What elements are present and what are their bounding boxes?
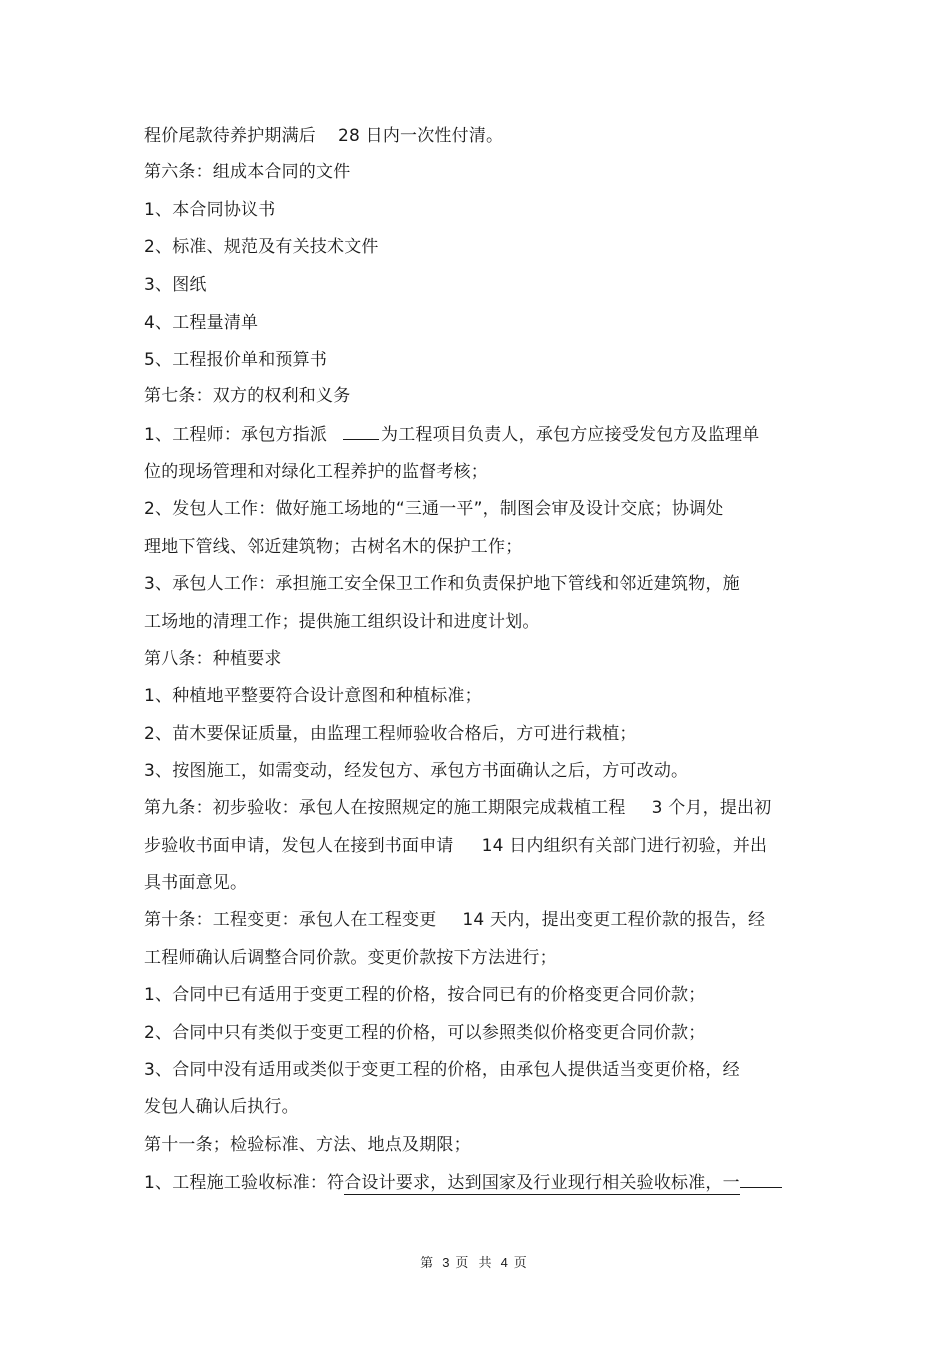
section-heading: 第七条：双方的权利和义务 <box>144 386 351 406</box>
footer-label: 页 共 <box>455 1256 495 1271</box>
text-segment: 第十条：工程变更：承包人在工程变更 <box>144 910 437 930</box>
text-segment: 3 个月，提出初 <box>651 798 772 818</box>
text-line <box>144 424 759 446</box>
text-segment: 28 日内一次性付清。 <box>338 126 504 146</box>
list-item <box>144 1172 782 1194</box>
page-number-total: 4 <box>500 1255 508 1270</box>
text-line <box>144 835 767 857</box>
page-footer <box>0 1252 950 1271</box>
text-segment: 14 日内组织有关部门进行初验，并出 <box>481 836 768 856</box>
text-segment: 第九条：初步验收：承包人在按照规定的施工期限完成栽植工程 <box>144 798 626 818</box>
list-item: 2、标准、规范及有关技术文件 <box>144 237 379 257</box>
text-line: 理地下管线、邻近建筑物；古树名木的保护工作； <box>144 537 523 557</box>
list-item: 1、本合同协议书 <box>144 200 276 220</box>
section-heading: 第八条：种植要求 <box>144 649 282 669</box>
section-heading <box>144 797 771 819</box>
fill-in-blank <box>740 1173 782 1188</box>
list-item: 1、合同中已有适用于变更工程的价格，按合同已有的价格变更合同价款； <box>144 985 706 1005</box>
text-segment: 步验收书面申请，发包人在接到书面申请 <box>144 836 454 856</box>
list-item: 3、承包人工作：承担施工安全保卫工作和负责保护地下管线和邻近建筑物，施 <box>144 574 740 594</box>
list-item: 3、按图施工，如需变动，经发包方、承包方书面确认之后，方可改动。 <box>144 761 689 781</box>
list-item: 4、工程量清单 <box>144 313 259 333</box>
underlined-text: 合设计要求，达到国家及行业现行相关验收标准，一 <box>344 1173 740 1193</box>
list-item: 2、苗木要保证质量，由监理工程师验收合格后，方可进行栽植； <box>144 724 637 744</box>
list-item: 5、工程报价单和预算书 <box>144 350 328 370</box>
text-segment: 为工程项目负责人，承包方应接受发包方及监理单 <box>381 425 760 445</box>
text-line: 工程师确认后调整合同价款。变更价款按下方法进行； <box>144 948 557 968</box>
list-item: 2、合同中只有类似于变更工程的价格，可以参照类似价格变更合同价款； <box>144 1023 706 1043</box>
list-item: 1、种植地平整要符合设计意图和种植标准； <box>144 686 482 706</box>
list-item: 3、合同中没有适用或类似于变更工程的价格，由承包人提供适当变更价格，经 <box>144 1060 740 1080</box>
text-segment: 14 天内，提出变更工程价款的报告，经 <box>462 910 766 930</box>
text-segment: 1、工程施工验收标准：符 <box>144 1173 345 1193</box>
section-heading: 第六条：组成本合同的文件 <box>144 162 351 182</box>
footer-label: 第 <box>420 1256 437 1271</box>
footer-label: 页 <box>513 1256 530 1271</box>
text-segment: 1、工程师：承包方指派 <box>144 425 328 445</box>
text-line: 具书面意见。 <box>144 873 248 893</box>
text-segment: 程价尾款待养护期满后 <box>144 126 316 146</box>
text-line: 工场地的清理工作；提供施工组织设计和进度计划。 <box>144 612 540 632</box>
fill-in-blank <box>343 425 379 440</box>
text-line: 发包人确认后执行。 <box>144 1097 299 1117</box>
section-heading: 第十一条；检验标准、方法、地点及期限； <box>144 1135 471 1155</box>
list-item: 3、图纸 <box>144 275 207 295</box>
section-heading <box>144 909 765 931</box>
page-number-current: 3 <box>442 1255 450 1270</box>
list-item: 2、发包人工作：做好施工场地的“三通一平”，制图会审及设计交底；协调处 <box>144 499 724 519</box>
text-line: 位的现场管理和对绿化工程养护的监督考核； <box>144 462 488 482</box>
text-line <box>144 125 503 147</box>
